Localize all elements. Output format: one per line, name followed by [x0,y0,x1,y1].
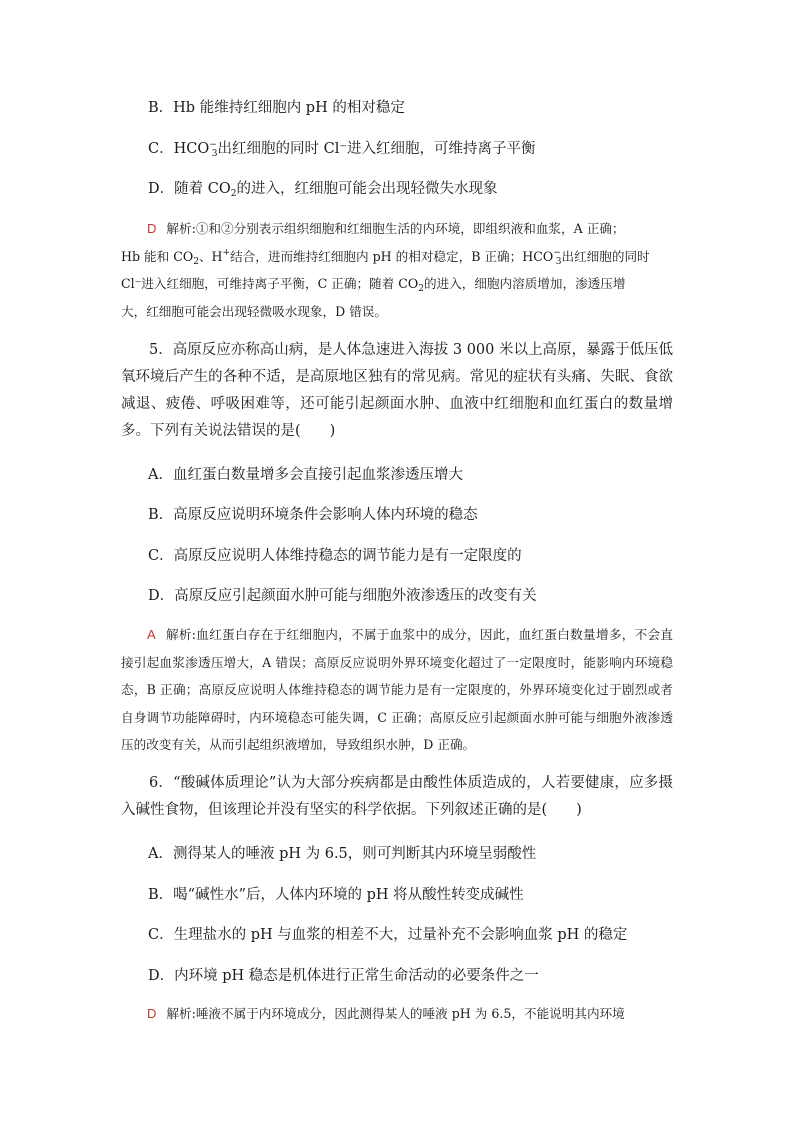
q4-answer-line-4: 大，红细胞可能会出现轻微吸水现象，D 错误。 [121,303,387,319]
answer-letter: D [147,221,157,236]
q5-option-b: B．高原反应说明环境条件会影响人体内环境的稳态 [148,507,478,523]
subscript: 2 [418,284,424,295]
q4-option-b: B．Hb 能维持红细胞内 pH 的相对稳定 [148,100,405,116]
ion-subscript: 3 [555,256,562,267]
q5-stem-text: 5．高原反应亦称高山病，是人体急速进入海拔 3 000 米以上高原，暴露于低压低氧环境后产生的各种不适，是高原地区独有的常见病。常见的症状有头痛、失眠、食欲减退、疲倦、呼吸困难等，还可能引起颜面水肿、血液中红细胞和血红蛋白的数量增多。下列有关说法错误的是( ) [121,342,673,439]
superscript: + [222,247,231,258]
q4-option-d [148,177,497,198]
bicarbonate-ion [553,243,561,271]
q4-option-c-pre: C．HCO [148,141,210,157]
answer-text: 唾液不属于内环境成分，因此测得某人的唾液 pH 为 6.5，不能说明其内环境 [195,1006,625,1021]
co2-subscript: 2 [230,189,237,199]
answer-label: 解析: [166,221,196,236]
q5-stem [121,337,673,445]
answer-label: 解析: [165,627,196,642]
q6-option-b: B．喝“碱性水”后，人体内环境的 pH 将从酸性转变成碱性 [148,887,524,903]
q4-answer-line-1 [121,215,673,243]
q5-option-a: A．血红蛋白数量增多会直接引起血浆渗透压增大 [148,467,463,483]
q6-option-c: C．生理盐水的 pH 与血浆的相差不大，过量补充不会影响血浆 pH 的稳定 [148,927,628,943]
ion-charge: − [209,140,217,150]
q5-option-c: C．高原反应说明人体维持稳态的调节能力是有一定限度的 [148,548,522,564]
q4-answer-line-3 [121,270,673,298]
q4-answer [121,215,673,325]
q4-answer-line-2 [121,243,673,271]
bicarbonate-ion [209,141,217,157]
q5-answer [121,621,673,759]
ion-charge: − [553,247,561,258]
q6-option-a: A．测得某人的唾液 pH 为 6.5，则可判断其内环境呈弱酸性 [148,846,537,862]
q4-option-d-pre: D．随着 CO [148,181,231,197]
answer-text: 结合，进而维持红细胞内 pH 的相对稳定，B 正确；HCO [230,248,554,264]
q6-stem [121,770,673,824]
answer-text: 的进入，细胞内溶质增加，渗透压增 [423,276,626,292]
q6-stem-text: 6．“酸碱体质理论”认为大部分疾病都是由酸性体质造成的，人若要健康，应多摄入碱性食物，但该理论并没有坚实的科学依据。下列叙述正确的是( ) [121,775,673,818]
answer-text: ①和②分别表示组织细胞和红细胞生活的内环境，即组织液和血浆，A 正确； [195,221,625,236]
q4-option-c [148,137,536,158]
answer-text: 血红蛋白存在于红细胞内，不属于血浆中的成分，因此，血红蛋白数量增多，不会直接引起血浆渗透压增大，A 错误；高原反应说明外界环境变化超过了一定限度时，能影响内环境稳态，B 正确；高原反应说明人体维持稳态的调节能力是有一定限度的，外界环境变化过于剧烈或者自身调节功能障碍时，内环境稳态可能失调，C 正确；高原反应引起颜面水肿可能与细胞外液渗透压的改变有关，从而引起组织液增加，导致组织水肿，D 正确。 [121,627,673,753]
ion-subscript: 3 [211,149,218,159]
q4-option-c-post: 出红细胞的同时 Cl⁻进入红细胞，可维持离子平衡 [217,141,536,157]
q6-option-d: D．内环境 pH 稳态是机体进行正常生命活动的必要条件之一 [148,968,539,984]
q6-answer [121,1000,673,1028]
answer-text: Cl⁻进入红细胞，可维持离子平衡，C 正确；随着 CO [121,276,419,292]
answer-text: 出红细胞的同时 [561,248,650,264]
answer-letter: A [147,627,156,642]
answer-text: 、H [198,248,223,264]
subscript: 2 [193,256,199,267]
answer-label: 解析: [166,1006,196,1021]
answer-text: Hb 能和 CO [121,248,194,264]
q5-option-d: D．高原反应引起颜面水肿可能与细胞外液渗透压的改变有关 [148,588,537,604]
q4-option-d-post: 的进入，红细胞可能会出现轻微失水现象 [236,181,498,197]
answer-letter: D [147,1006,157,1021]
